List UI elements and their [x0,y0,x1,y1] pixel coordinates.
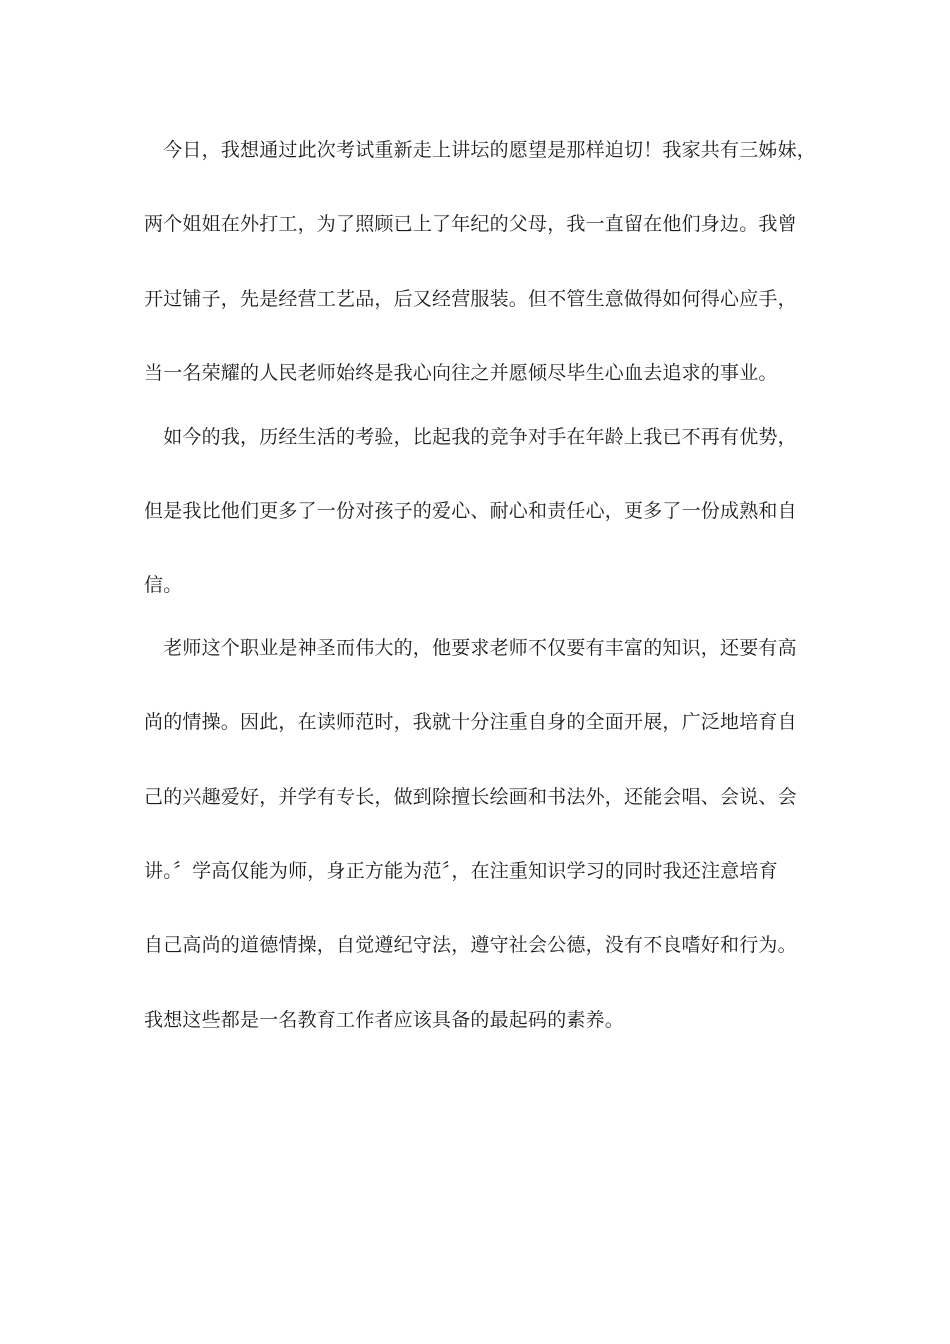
text-line-5: 如今的我，历经生活的考验，比起我的竞争对手在年龄上我已不再有优势， [144,426,797,448]
text-line-12: 自己高尚的道德情操，自觉遵纪守法，遵守社会公德，没有不良嗜好和行为。 [144,934,797,956]
text-line-7: 信。 [144,574,183,596]
text-line-10: 己的兴趣爱好，并学有专长，做到除擅长绘画和书法外，还能会唱、会说、会 [144,786,797,808]
text-line-9: 尚的情操。因此，在读师范时，我就十分注重自身的全面开展，广泛地培育自 [144,711,797,733]
text-line-1: 今日，我想通过此次考试重新走上讲坛的愿望是那样迫切！我家共有三姊妹， [144,139,817,161]
text-line-8: 老师这个职业是神圣而伟大的，他要求老师不仅要有丰富的知识，还要有高 [144,637,797,659]
text-line-3: 开过铺子，先是经营工艺品，后又经营服装。但不管生意做得如何得心应手， [144,288,797,310]
text-line-13: 我想这些都是一名教育工作者应该具备的最起码的素养。 [144,1009,625,1031]
text-line-2: 两个姐姐在外打工，为了照顾已上了年纪的父母，我一直留在他们身边。我曾 [144,213,797,235]
text-line-6: 但是我比他们更多了一份对孩子的爱心、耐心和责任心，更多了一份成熟和自 [144,500,797,522]
text-line-4: 当一名荣耀的人民老师始终是我心向往之并愿倾尽毕生心血去追求的事业。 [144,362,778,384]
text-line-11: 讲。〞学高仅能为师，身正方能为范〞，在注重知识学习的同时我还注意培育 [144,860,778,882]
